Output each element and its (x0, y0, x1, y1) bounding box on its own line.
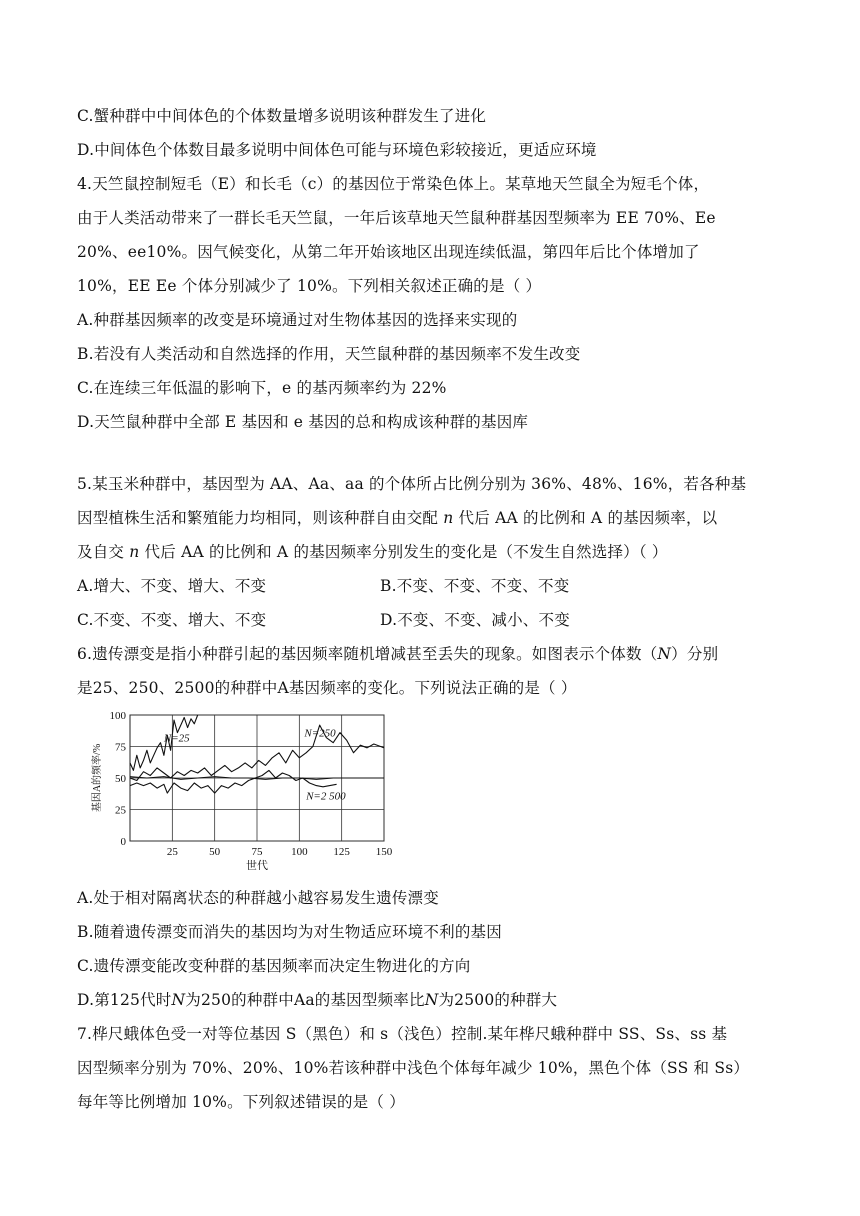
q5-option-a: A.增大、不变、增大、不变 (77, 577, 267, 595)
q6-stem-line-1: 6.遗传漂变是指小种群引起的基因频率随机增减甚至丢失的现象。如图表示个体数（N）分别 (77, 645, 719, 663)
y-tick-label: 50 (115, 773, 126, 785)
q4-stem-line-2: 由于人类活动带来了一群长毛天竺鼠，一年后该草地天竺鼠种群基因型频率为 EE 70%、Ee (77, 209, 716, 227)
q6-option-c: C.遗传漂变能改变种群的基因频率而决定生物进化的方向 (77, 957, 471, 975)
q5-option-b: B.不变、不变、不变、不变 (380, 577, 570, 595)
x-tick-label: 25 (166, 846, 178, 858)
q6-option-a: A.处于相对隔离状态的种群越小越容易发生遗传漂变 (77, 889, 439, 907)
q6-stem-line-2: 是25、250、2500的种群中A基因频率的变化。下列说法正确的是（ ） (77, 679, 577, 697)
q5-stem-line-1: 5.某玉米种群中，基因型为 AA、Aa、aa 的个体所占比例分别为 36%、48%、16%，若各种基 (77, 475, 747, 493)
q3-option-c: C.蟹种群中中间体色的个体数量增多说明该种群发生了进化 (77, 107, 487, 125)
y-tick-label: 0 (120, 836, 126, 848)
q4-option-a: A.种群基因频率的改变是环境通过对生物体基因的选择来实现的 (77, 311, 518, 329)
q4-stem-line-3: 20%、ee10%。因气候变化，从第二年开始该地区出现连续低温，第四年后比个体增加了 (77, 243, 700, 261)
series-annotation: N=250 (304, 727, 336, 740)
x-tick-label: 100 (291, 846, 308, 858)
q4-stem-line-4: 10%，EE Ee 个体分别减少了 10%。下列相关叙述正确的是（ ） (77, 277, 542, 295)
q7-stem-line-2: 因型频率分别为 70%、20%、10%若该种群中浅色个体每年减少 10%，黑色个体（SS 和 Ss） (77, 1059, 750, 1077)
y-axis-title: 基因A的频率/% (92, 743, 103, 813)
q7-stem-line-1: 7.桦尺蛾体色受一对等位基因 S（黑色）和 s（浅色）控制.某年桦尺蛾种群中 SS、Ss、ss 基 (77, 1025, 728, 1043)
q4-option-b: B.若没有人类活动和自然选择的作用，天竺鼠种群的基因频率不发生改变 (77, 345, 581, 363)
y-tick-label: 100 (109, 710, 126, 722)
q4-stem-line-1: 4.天竺鼠控制短毛（E）和长毛（c）的基因位于常染色体上。某草地天竺鼠全为短毛个体， (77, 175, 710, 193)
y-tick-label: 75 (115, 741, 126, 754)
x-tick-label: 75 (251, 846, 263, 858)
q6-option-b: B.随着遗传漂变而消失的基因均为对生物适应环境不利的基因 (77, 923, 502, 941)
x-tick-label: 125 (333, 846, 350, 858)
allele-frequency-chart (80, 702, 400, 870)
q5-stem-line-3: 及自交 n 代后 AA 的比例和 A 的基因频率分别发生的变化是（不发生自然选择）（ ） (77, 543, 668, 561)
q5-option-c: C.不变、不变、增大、不变 (77, 611, 267, 629)
series-annotation: N=2 500 (306, 790, 346, 803)
q5-stem-line-2: 因型植株生活和繁殖能力均相同，则该种群自由交配 n 代后 AA 的比例和 A 的基因频率，以 (77, 509, 718, 527)
q4-option-c: C.在连续三年低温的影响下，e 的基丙频率约为 22% (77, 379, 447, 397)
x-tick-label: 150 (375, 846, 393, 858)
x-axis-title: 世代 (246, 860, 268, 870)
q6-option-d: D.第125代时N为250的种群中Aa的基因型频率比N为2500的种群大 (77, 991, 558, 1009)
chart-labels (90, 710, 393, 870)
q3-option-d: D.中间体色个体数目最多说明中间体色可能与环境色彩较接近，更适应环境 (77, 141, 597, 159)
q4-option-d: D.天竺鼠种群中全部 E 基因和 e 基因的总和构成该种群的基因库 (77, 413, 529, 431)
q5-option-d: D.不变、不变、减小、不变 (380, 611, 570, 629)
q7-stem-line-3: 每年等比例增加 10%。下列叙述错误的是（ ） (77, 1093, 405, 1111)
series-annotation: N=25 (163, 732, 190, 745)
y-tick-label: 25 (115, 804, 126, 817)
x-tick-label: 50 (209, 846, 221, 858)
